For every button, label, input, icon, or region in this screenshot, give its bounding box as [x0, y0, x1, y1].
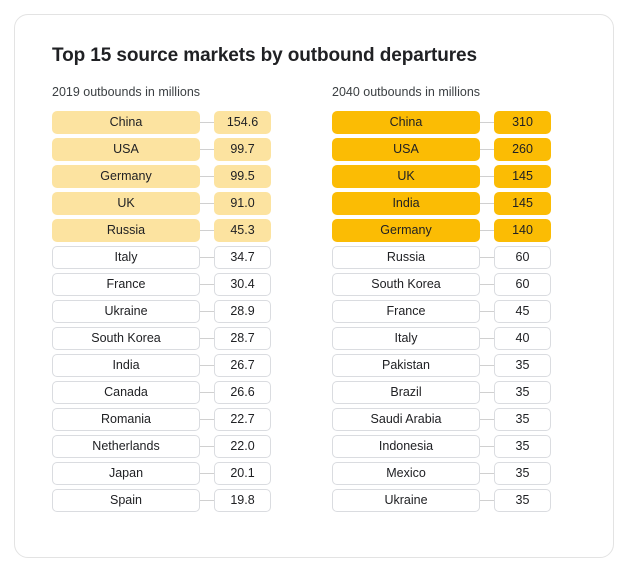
page-title: Top 15 source markets by outbound departures	[52, 45, 477, 66]
country-label: Japan	[52, 462, 200, 485]
value-label: 35	[494, 435, 551, 458]
table-row	[52, 138, 305, 161]
country-label: Italy	[332, 327, 480, 350]
value-label: 26.6	[214, 381, 271, 404]
connector-line	[480, 365, 494, 366]
value-label: 35	[494, 381, 551, 404]
country-label: South Korea	[332, 273, 480, 296]
connector-line	[200, 446, 214, 447]
table-row	[332, 354, 595, 377]
country-label: USA	[52, 138, 200, 161]
country-label: France	[332, 300, 480, 323]
value-label: 91.0	[214, 192, 271, 215]
table-row	[52, 408, 305, 431]
country-label: Canada	[52, 381, 200, 404]
country-label: Saudi Arabia	[332, 408, 480, 431]
country-label: Romania	[52, 408, 200, 431]
connector-line	[480, 473, 494, 474]
value-label: 40	[494, 327, 551, 350]
value-label: 28.7	[214, 327, 271, 350]
column-label-2040: 2040 outbounds in millions	[332, 85, 481, 99]
country-label: Russia	[332, 246, 480, 269]
value-label: 35	[494, 354, 551, 377]
country-label: India	[332, 192, 480, 215]
table-row	[332, 219, 595, 242]
table-row	[52, 273, 305, 296]
value-label: 30.4	[214, 273, 271, 296]
connector-line	[200, 392, 214, 393]
value-label: 19.8	[214, 489, 271, 512]
country-label: Netherlands	[52, 435, 200, 458]
value-label: 310	[494, 111, 551, 134]
table-row	[332, 165, 595, 188]
table-row	[52, 354, 305, 377]
connector-line	[480, 149, 494, 150]
value-label: 145	[494, 192, 551, 215]
table-row	[52, 489, 305, 512]
table-row	[332, 489, 595, 512]
rows-2040	[332, 111, 595, 516]
connector-line	[480, 176, 494, 177]
country-label: UK	[332, 165, 480, 188]
connector-line	[200, 257, 214, 258]
connector-line	[200, 473, 214, 474]
value-label: 22.7	[214, 408, 271, 431]
value-label: 35	[494, 408, 551, 431]
country-label: Brazil	[332, 381, 480, 404]
table-row	[332, 462, 595, 485]
value-label: 99.7	[214, 138, 271, 161]
table-row	[52, 435, 305, 458]
connector-line	[200, 338, 214, 339]
connector-line	[200, 311, 214, 312]
table-row	[52, 300, 305, 323]
connector-line	[480, 419, 494, 420]
connector-line	[480, 311, 494, 312]
table-row	[332, 435, 595, 458]
country-label: Ukraine	[52, 300, 200, 323]
column-label-2019: 2019 outbounds in millions	[52, 85, 201, 99]
table-row	[52, 111, 305, 134]
table-row	[332, 327, 595, 350]
country-label: Ukraine	[332, 489, 480, 512]
table-row	[52, 381, 305, 404]
value-label: 22.0	[214, 435, 271, 458]
chart-columns	[15, 85, 615, 516]
value-label: 26.7	[214, 354, 271, 377]
value-label: 154.6	[214, 111, 271, 134]
table-row	[52, 165, 305, 188]
country-label: India	[52, 354, 200, 377]
country-label: Germany	[332, 219, 480, 242]
value-label: 34.7	[214, 246, 271, 269]
country-label: Indonesia	[332, 435, 480, 458]
value-label: 260	[494, 138, 551, 161]
country-label: USA	[332, 138, 480, 161]
connector-line	[480, 257, 494, 258]
connector-line	[200, 122, 214, 123]
value-label: 140	[494, 219, 551, 242]
connector-line	[200, 149, 214, 150]
country-label: Spain	[52, 489, 200, 512]
connector-line	[480, 446, 494, 447]
connector-line	[200, 284, 214, 285]
table-row	[52, 327, 305, 350]
connector-line	[200, 365, 214, 366]
value-label: 35	[494, 462, 551, 485]
chart-column-2040	[305, 85, 595, 516]
country-label: Germany	[52, 165, 200, 188]
table-row	[332, 111, 595, 134]
value-label: 60	[494, 273, 551, 296]
connector-line	[480, 500, 494, 501]
country-label: South Korea	[52, 327, 200, 350]
country-label: France	[52, 273, 200, 296]
value-label: 45.3	[214, 219, 271, 242]
table-row	[332, 246, 595, 269]
connector-line	[480, 284, 494, 285]
connector-line	[480, 338, 494, 339]
chart-card	[14, 14, 614, 558]
country-label: China	[52, 111, 200, 134]
table-row	[332, 273, 595, 296]
table-row	[52, 246, 305, 269]
connector-line	[200, 419, 214, 420]
value-label: 145	[494, 165, 551, 188]
connector-line	[200, 230, 214, 231]
country-label: Mexico	[332, 462, 480, 485]
value-label: 20.1	[214, 462, 271, 485]
country-label: UK	[52, 192, 200, 215]
value-label: 28.9	[214, 300, 271, 323]
country-label: Russia	[52, 219, 200, 242]
connector-line	[480, 122, 494, 123]
value-label: 99.5	[214, 165, 271, 188]
country-label: Italy	[52, 246, 200, 269]
value-label: 35	[494, 489, 551, 512]
country-label: Pakistan	[332, 354, 480, 377]
connector-line	[480, 230, 494, 231]
table-row	[52, 192, 305, 215]
connector-line	[200, 203, 214, 204]
rows-2019	[52, 111, 305, 516]
chart-column-2019	[15, 85, 305, 516]
table-row	[332, 300, 595, 323]
value-label: 45	[494, 300, 551, 323]
table-row	[52, 462, 305, 485]
country-label: China	[332, 111, 480, 134]
table-row	[332, 381, 595, 404]
connector-line	[480, 392, 494, 393]
table-row	[332, 408, 595, 431]
connector-line	[480, 203, 494, 204]
table-row	[332, 192, 595, 215]
connector-line	[200, 500, 214, 501]
table-row	[52, 219, 305, 242]
connector-line	[200, 176, 214, 177]
table-row	[332, 138, 595, 161]
value-label: 60	[494, 246, 551, 269]
